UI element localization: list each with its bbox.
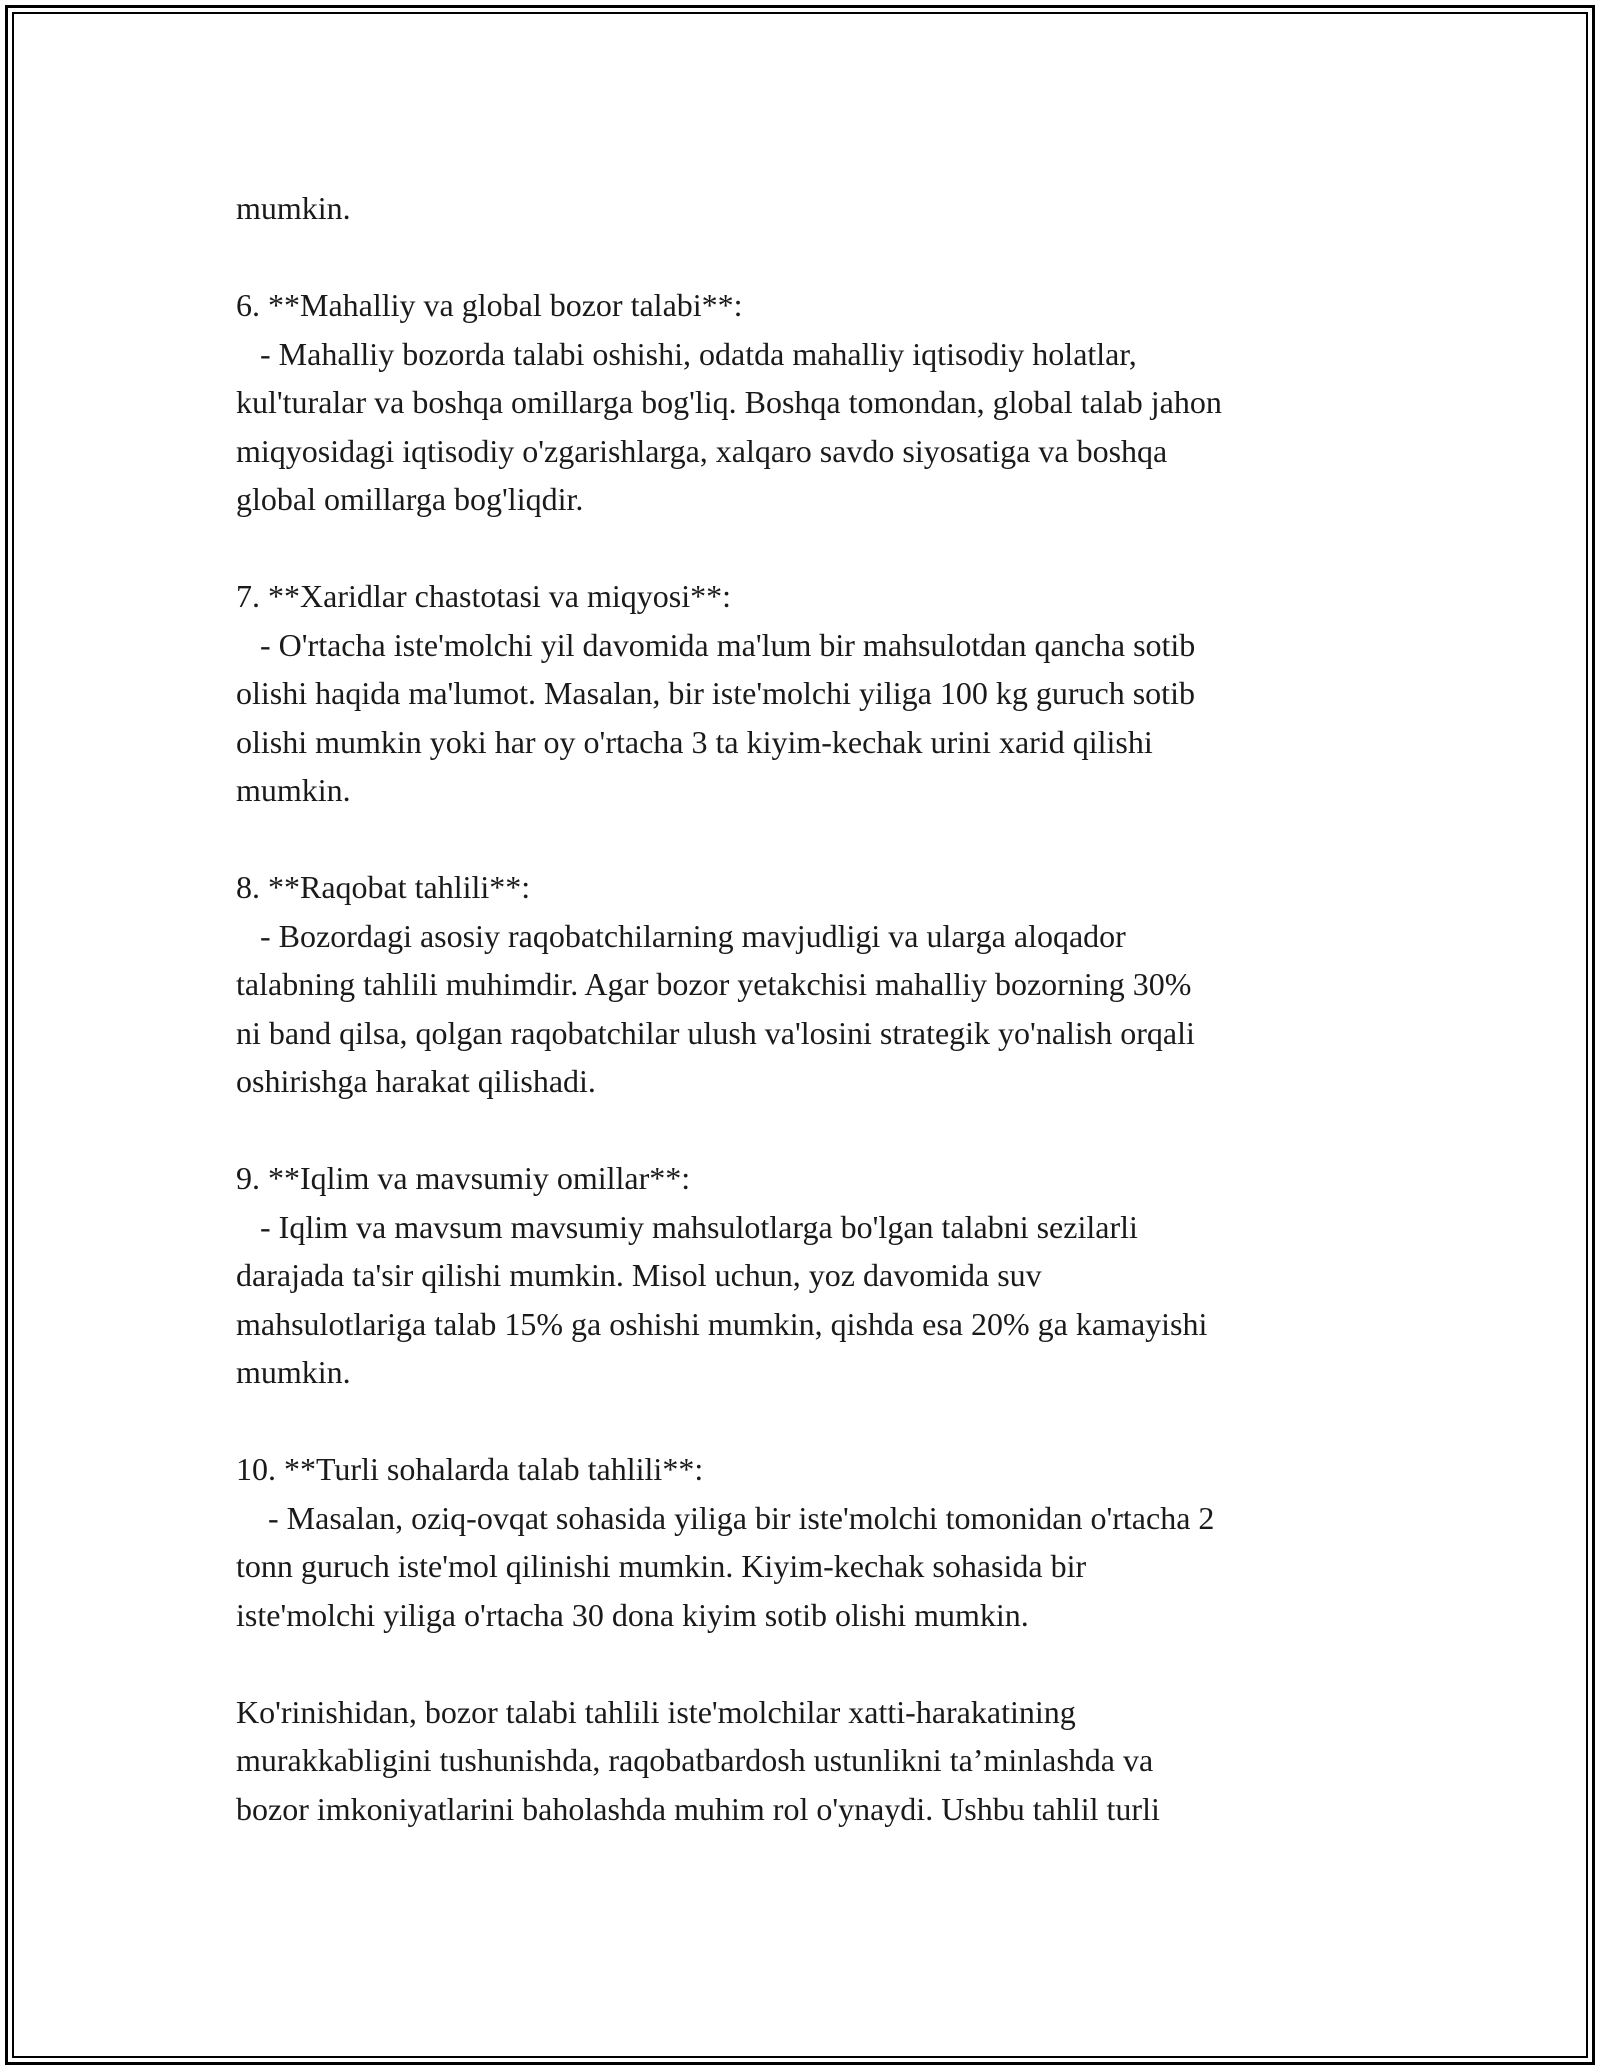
- section-heading: 10. **Turli sohalarda talab tahlili**:: [236, 1451, 704, 1487]
- text-line: iste'molchi yiliga o'rtacha 30 dona kiyim sotib olishi mumkin.: [236, 1596, 1029, 1633]
- text-line: darajada ta'sir qilishi mumkin. Misol uchun, yoz davomida suv: [236, 1257, 1042, 1293]
- text-line: bozor imkoniyatlarini baholashda muhim rol o'ynaydi. Ushbu tahlil turli: [236, 1790, 1160, 1827]
- paragraph-gap: [236, 524, 1396, 573]
- paragraph-gap: [236, 1106, 1396, 1155]
- section-heading: 6. **Mahalliy va global bozor talabi**:: [236, 287, 743, 323]
- paragraph-gap: [236, 1397, 1396, 1446]
- text-line: olishi haqida ma'lumot. Masalan, bir iste'molchi yiliga 100 kg guruch sotib: [236, 675, 1195, 711]
- text-line: - Iqlim va mavsum mavsumiy mahsulotlarga bo'lgan talabni sezilarli: [236, 1208, 1138, 1245]
- text-line: Ko'rinishidan, bozor talabi tahlili iste'molchilar xatti-harakatining: [236, 1693, 1076, 1730]
- text-line: mumkin.: [236, 1354, 351, 1390]
- paragraph-gap: [236, 233, 1396, 282]
- text-line: mumkin.: [236, 190, 351, 226]
- text-line: talabning tahlili muhimdir. Agar bozor yetakchisi mahalliy bozorning 30%: [236, 966, 1192, 1002]
- text-line: miqyosidagi iqtisodiy o'zgarishlarga, xalqaro savdo siyosatiga va boshqa: [236, 432, 1168, 469]
- text-line: ni band qilsa, qolgan raqobatchilar ulush va'losini strategik yo'nalish orqali: [236, 1014, 1195, 1051]
- text-line: - Mahalliy bozorda talabi oshishi, odatda mahalliy iqtisodiy holatlar,: [236, 335, 1137, 372]
- text-line: tonn guruch iste'mol qilinishi mumkin. Kiyim-kechak sohasida bir: [236, 1548, 1087, 1584]
- text-line: oshirishga harakat qilishadi.: [236, 1063, 596, 1099]
- section-heading: 8. **Raqobat tahlili**:: [236, 869, 531, 905]
- text-line: - O'rtacha iste'molchi yil davomida ma'lum bir mahsulotdan qancha sotib: [236, 626, 1196, 663]
- text-line: kul'turalar va boshqa omillarga bog'liq. Boshqa tomondan, global talab jahon: [236, 384, 1222, 420]
- text-line: murakkabligini tushunishda, raqobatbardosh ustunlikni ta’minlashda va: [236, 1742, 1154, 1778]
- section-heading: 7. **Xaridlar chastotasi va miqyosi**:: [236, 578, 732, 614]
- text-line: - Masalan, oziq-ovqat sohasida yiliga bir iste'molchi tomonidan o'rtacha 2: [236, 1499, 1215, 1536]
- text-line: - Bozordagi asosiy raqobatchilarning mavjudligi va ularga aloqador: [236, 917, 1126, 954]
- text-line: olishi mumkin yoki har oy o'rtacha 3 ta kiyim-kechak urini xarid qilishi: [236, 723, 1153, 760]
- section-heading: 9. **Iqlim va mavsumiy omillar**:: [236, 1160, 691, 1196]
- text-line: mumkin.: [236, 772, 351, 808]
- text-line: mahsulotlariga talab 15% ga oshishi mumkin, qishda esa 20% ga kamayishi: [236, 1305, 1208, 1342]
- paragraph-gap: [236, 1639, 1396, 1688]
- text-line: global omillarga bog'liqdir.: [236, 481, 584, 517]
- paragraph-gap: [236, 815, 1396, 864]
- document-body: [236, 184, 1396, 1833]
